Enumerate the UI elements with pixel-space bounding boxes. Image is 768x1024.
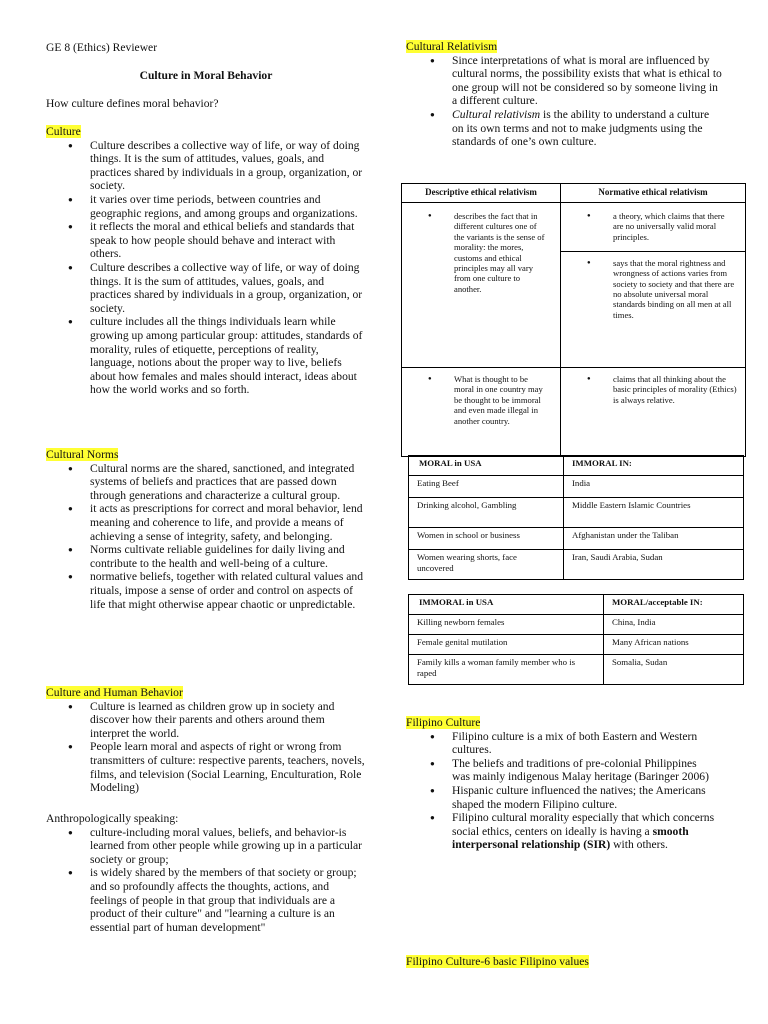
immoral-in-usa-table — [408, 594, 744, 685]
table-cell: Female genital mutilation — [409, 635, 604, 655]
table-row — [409, 498, 744, 528]
table-cell — [561, 203, 746, 252]
anthro-lead: Anthropologically speaking: — [46, 812, 179, 825]
list-item: ● People learn moral and aspects of right or wrong from transmitters of culture: respective parents, teachers, novels, films, and television (Social Learning, Enculturation, Role Modeling) — [90, 740, 366, 794]
list-item — [452, 811, 716, 852]
list-item: ● Culture is learned as children grow up in society and discover how their parents and others around them interpret the world. — [90, 700, 366, 741]
table-cell: Drinking alcohol, Gambling — [409, 498, 564, 528]
list-item: ● Norms cultivate reliable guidelines for daily living and contribute to the health and well-being of a culture. — [90, 543, 366, 570]
table-row — [409, 476, 744, 498]
table-cell — [402, 368, 561, 457]
list-item: ● it acts as prescriptions for correct and moral behavior, lend meaning and coherence to life, and provide a means of achieving a sense of integrity, safety, and belonging. — [90, 502, 366, 543]
relativism-list — [406, 54, 746, 149]
table-cell: Killing newborn females — [409, 615, 604, 635]
section-heading-behavior: Culture and Human Behavior — [46, 686, 183, 699]
intro-question: How culture defines moral behavior? — [46, 97, 219, 110]
section-filipino-culture — [406, 716, 746, 852]
section-cultural-norms — [46, 448, 366, 611]
norms-list — [46, 462, 366, 612]
list-item-text: Filipino cultural morality especially that which concerns social ethics, centers on ideally is having a — [452, 811, 715, 838]
anthro-list — [46, 826, 366, 935]
table-cell: Iran, Saudi Arabia, Sudan — [564, 550, 744, 580]
list-item: ● Culture describes a collective way of life, or way of doing things. It is the sum of attitudes, values, goals, and practices shared by individuals in a group, organization, or society. — [90, 261, 366, 315]
filipino-list — [406, 730, 746, 852]
column-header: IMMORAL IN: — [564, 456, 744, 476]
moral-in-usa-table — [408, 455, 744, 580]
section-heading-culture: Culture — [46, 125, 81, 138]
section-heading-norms: Cultural Norms — [46, 448, 119, 461]
list-item-text: with others. — [610, 838, 668, 852]
table-cell — [561, 368, 746, 457]
table-row — [409, 550, 744, 580]
list-item: ● culture includes all the things individuals learn while growing up among particular group: attitudes, standards of morality, rules of etiquette, perceptions of reality, language, notions about the proper way to live, beliefs about how females and males should interact, ideas about how the world works and so forth. — [90, 315, 366, 397]
list-item: ● Filipino culture is a mix of both Eastern and Western cultures. — [452, 730, 716, 757]
table-cell: Middle Eastern Islamic Countries — [564, 498, 744, 528]
section-anthropology — [46, 812, 366, 934]
sir-term: smooth interpersonal relationship (SIR) — [452, 824, 689, 852]
list-item: ● Cultural norms are the shared, sanctioned, and integrated systems of beliefs and practices that are passed down through generations and characterize a cultural group. — [90, 462, 366, 503]
section-heading-filipino: Filipino Culture — [406, 716, 481, 729]
list-item: ● claims that all thinking about the basic principles of morality (Ethics) is always relative. — [613, 374, 737, 405]
list-item: ● Since interpretations of what is moral are influenced by cultural norms, the possibility exists that what is ethical to one group will not be considered so by someone living in a different culture. — [452, 54, 722, 108]
column-header-normative: Normative ethical relativism — [561, 184, 746, 203]
list-item: ● culture-including moral values, beliefs, and behavior-is learned from other people while growing up in a particular society or group; — [90, 826, 366, 867]
table-cell: Afghanistan under the Taliban — [564, 528, 744, 550]
table-cell: Family kills a woman family member who is raped — [409, 655, 604, 685]
table-row — [409, 528, 744, 550]
document-header: GE 8 (Ethics) Reviewer — [46, 41, 158, 54]
section-culture — [46, 125, 366, 397]
list-item: ● is widely shared by the members of that society or group; and so profoundly affects the thoughts, actions, and feelings of people in that group that individuals are a product of their culture" and "learning a culture is an essential part of human development" — [90, 866, 366, 934]
list-item: ● it varies over time periods, between countries and geographic regions, and among groups and organizations. — [90, 193, 366, 220]
list-item — [452, 108, 722, 149]
term-cultural-relativism: Cultural relativism — [452, 107, 541, 121]
list-item: ● says that the moral rightness and wrongness of actions varies from society to society and that there are no absolute universal moral standards binding on all men at all times. — [613, 258, 737, 320]
table-row — [409, 655, 744, 685]
column-header: MORAL in USA — [409, 456, 564, 476]
table-cell: Women wearing shorts, face uncovered — [409, 550, 564, 580]
term-definition: is the ability to understand a culture on its own terms and not to make judgments using the standards of one’s own culture. — [452, 107, 710, 149]
ethical-relativism-table — [401, 183, 746, 457]
table-cell: Women in school or business — [409, 528, 564, 550]
list-item: ● Culture describes a collective way of life, or way of doing things. It is the sum of attitudes, values, goals, and practices shared by individuals in a group, organization, or society. — [90, 139, 366, 193]
list-item: ● describes the fact that in different cultures one of the variants is the sense of morality: the mores, customs and ethical principles may all vary from one culture to another. — [454, 211, 548, 294]
table-cell: Many African nations — [604, 635, 744, 655]
table-cell: China, India — [604, 615, 744, 635]
section-heading-relativism: Cultural Relativism — [406, 40, 498, 53]
list-item: ● a theory, which claims that there are no universally valid moral principles. — [613, 211, 737, 242]
table-cell: Somalia, Sudan — [604, 655, 744, 685]
culture-list — [46, 139, 366, 397]
behavior-list — [46, 700, 366, 795]
table-cell — [402, 203, 561, 368]
table-cell: Eating Beef — [409, 476, 564, 498]
table-cell — [561, 251, 746, 367]
column-header: IMMORAL in USA — [409, 595, 604, 615]
section-culture-behavior — [46, 686, 366, 795]
section-heading-filipino-values — [406, 955, 589, 969]
list-item: ● What is thought to be moral in one country may be thought to be immoral and even made illegal in another country. — [454, 374, 548, 426]
table-row — [409, 615, 744, 635]
column-header-descriptive: Descriptive ethical relativism — [402, 184, 561, 203]
table-row — [409, 635, 744, 655]
page-title: Culture in Moral Behavior — [139, 69, 273, 82]
filipino-values-heading: Filipino Culture-6 basic Filipino values — [406, 955, 589, 968]
list-item: ● The beliefs and traditions of pre-colonial Philippines was mainly indigenous Malay heritage (Baringer 2006) — [452, 757, 716, 784]
list-item: ● Hispanic culture influenced the natives; the Americans shaped the modern Filipino culture. — [452, 784, 716, 811]
section-relativism — [406, 40, 746, 149]
list-item: ● it reflects the moral and ethical beliefs and standards that speak to how people should behave and interact with others. — [90, 220, 366, 261]
table-cell: India — [564, 476, 744, 498]
column-header: MORAL/acceptable IN: — [604, 595, 744, 615]
list-item: ● normative beliefs, together with related cultural values and rituals, impose a sense of order and control on aspects of life that might otherwise appear chaotic or unpredictable. — [90, 570, 366, 611]
